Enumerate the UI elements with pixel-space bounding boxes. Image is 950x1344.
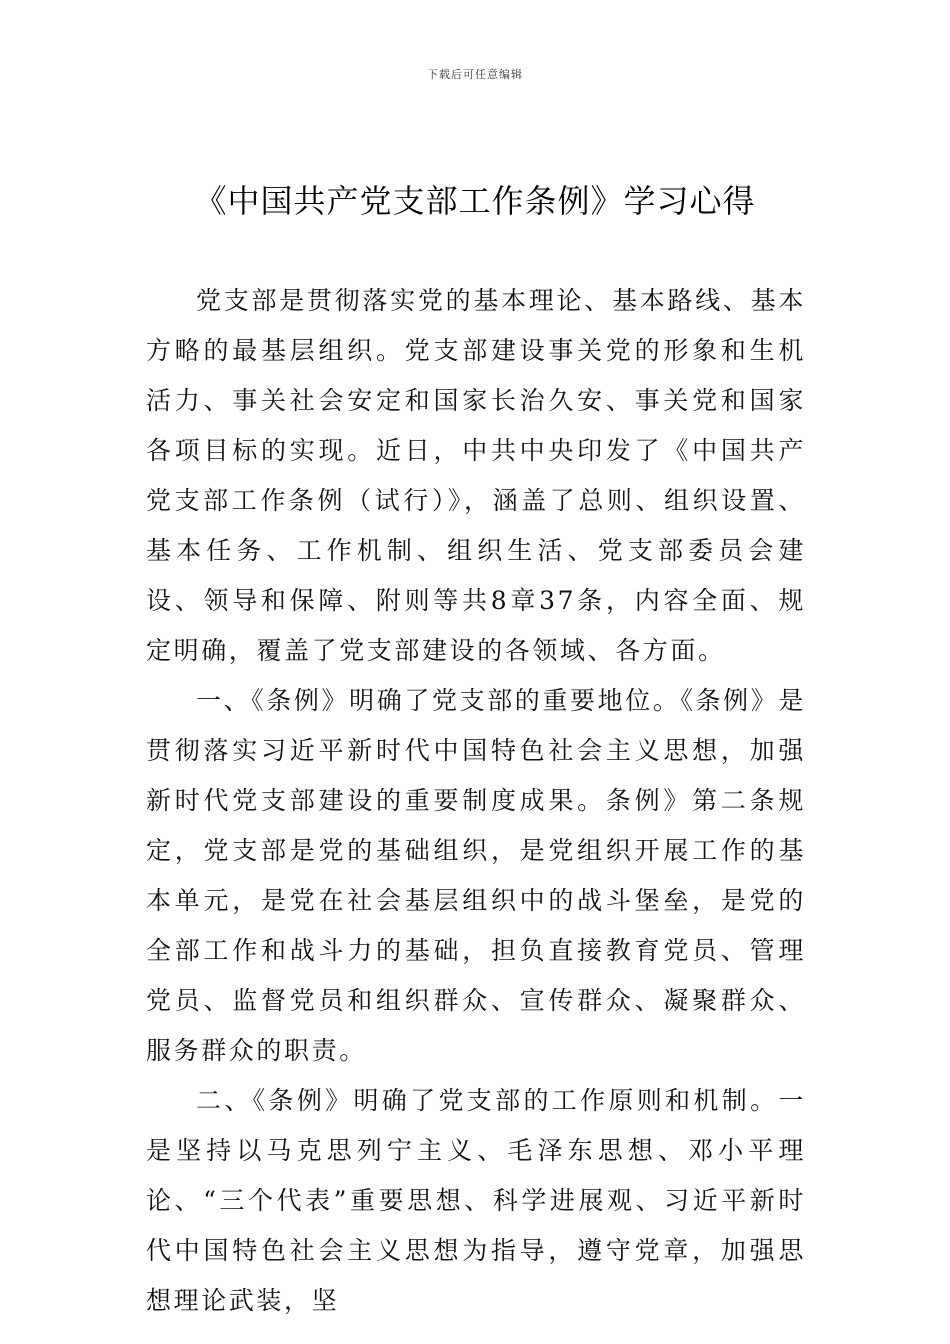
paragraph-intro: 党支部是贯彻落实党的基本理论、基本路线、基本方略的最基层组织。党支部建设事关党的形象和生机活力、事关社会安定和国家长治久安、事关党和国家各项目标的实现。近日，中共中央印发了《中国共产党支部工作条例（试行）》，涵盖了总则、组织设置、基本任务、工作机制、组织生活、党支部委员会建设、领导和保障、附则等共8章37条，内容全面、规定明确，覆盖了党支部建设的各领域、各方面。 xyxy=(146,286,806,665)
paragraph-section-two: 二、《条例》明确了党支部的工作原则和机制。一是坚持以马克思列宁主义、毛泽东思想、邓小平理论、“三个代表”重要思想、科学进展观、习近平新时代中国特色社会主义思想为指导，遵守党章，加强思想理论武装，坚 xyxy=(146,1086,806,1315)
header-note: 下载后可任意编辑 xyxy=(427,68,523,81)
paragraph-section-one: 一、《条例》明确了党支部的重要地位。《条例》是贯彻落实习近平新时代中国特色社会主义思想，加强新时代党支部建设的重要制度成果。条例》第二条规定，党支部是党的基础组织，是党组织开展工作的基本单元，是党在社会基层组织中的战斗堡垒，是党的全部工作和战斗力的基础，担负直接教育党员、管理党员、监督党员和组织群众、宣传群众、凝聚群众、服务群众的职责。 xyxy=(146,686,806,1065)
document-title: 《中国共产党支部工作条例》学习心得 xyxy=(194,182,756,220)
document-body xyxy=(146,276,806,1326)
